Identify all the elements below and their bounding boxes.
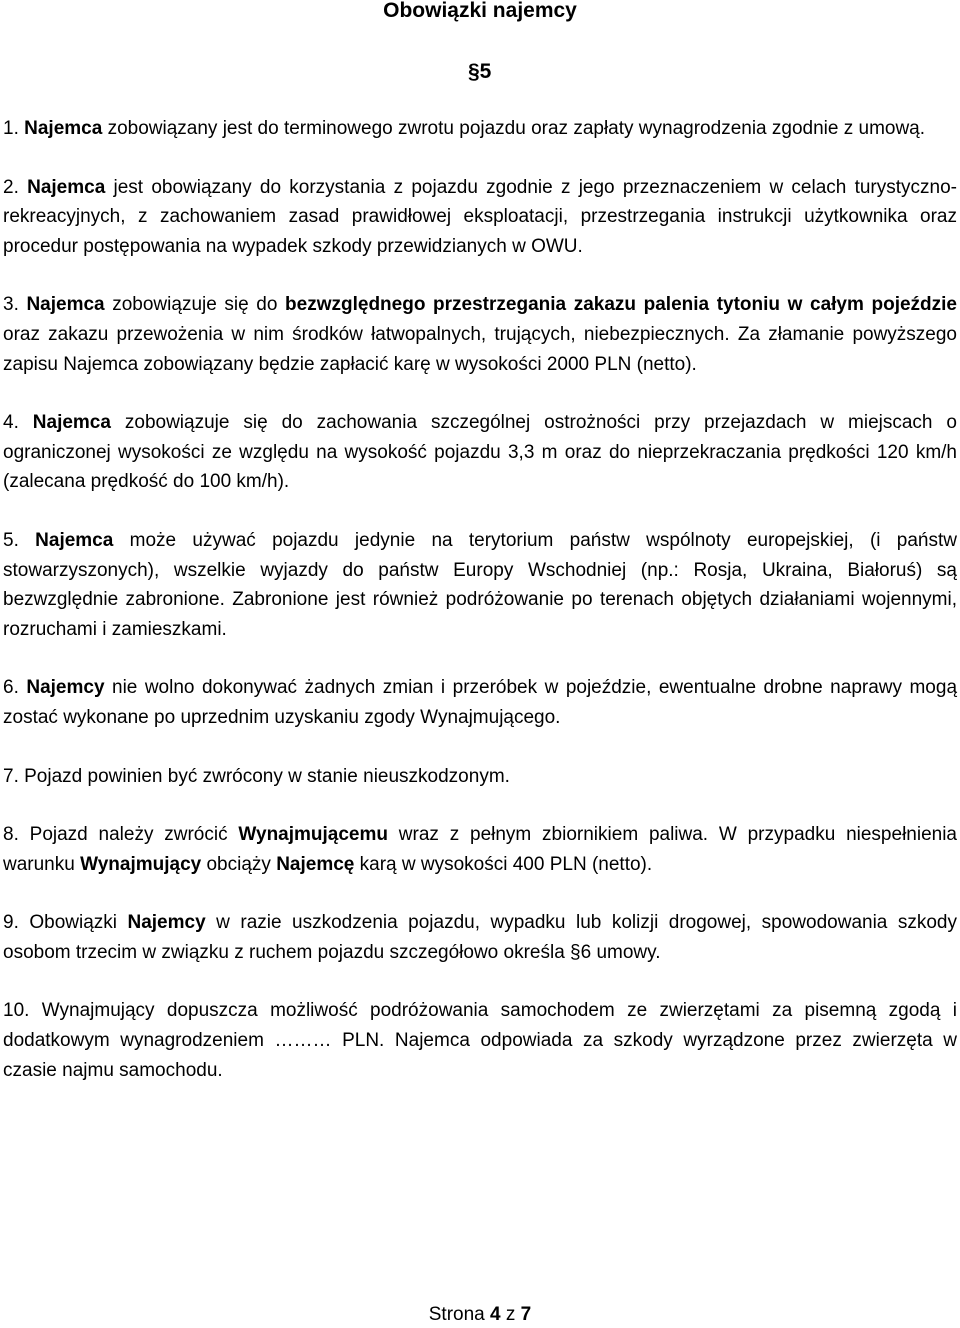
section-number: §5 xyxy=(468,60,492,83)
clause-8-seg-1: 8. Pojazd należy zwrócić xyxy=(3,824,239,846)
clause-8-seg-5: obciąży xyxy=(201,853,277,875)
clause-6-seg-2: Najemcy xyxy=(26,677,105,699)
clause-7-seg-1: 7. Pojazd powinien być zwrócony w stanie nieuszkodzonym. xyxy=(3,765,510,787)
clause-4-seg-3: zobowiązuje się do zachowania szczególnej ostrożności przy przejazdach w miejscach o ograniczonej wysokości ze względu na wysokość pojazdu 3,3 m oraz do nieprzekraczania prędkości 120 km/h (zalecana prędkość do 100 km/h). xyxy=(3,412,957,493)
clause-6-seg-1: 6. xyxy=(3,677,27,699)
clause-1 xyxy=(3,114,957,144)
clause-8-seg-6: Najemcę xyxy=(276,853,355,875)
clause-9-seg-2: Najemcy xyxy=(127,912,206,934)
clause-3 xyxy=(3,290,957,379)
clause-2-seg-1: 2. xyxy=(3,176,28,198)
clause-8-seg-7: karą w wysokości 400 PLN (netto). xyxy=(354,853,653,875)
clause-4-seg-1: 4. xyxy=(3,412,33,434)
clause-3-seg-2: Najemca xyxy=(26,294,105,316)
clause-8-seg-4: Wynajmujący xyxy=(80,853,202,875)
footer-prefix: Strona xyxy=(428,1304,491,1325)
clause-5-seg-1: 5. xyxy=(3,529,36,551)
clause-8-seg-2: Wynajmującemu xyxy=(238,824,388,846)
clause-3-seg-4: bezwzględnego przestrzegania zakazu palenia tytoniu w całym pojeździe xyxy=(285,294,957,316)
footer-total-pages: 7 xyxy=(520,1304,532,1325)
clause-10-seg-1: 10. Wynajmujący dopuszcza możliwość podróżowania samochodem ze zwierzętami za pisemną zgodą i dodatkowym wynagrodzeniem ……… PLN. Najemca odpowiada za szkody wyrządzone przez zwierzęta w czasie najmu samochodu. xyxy=(3,1000,957,1081)
footer-current-page: 4 xyxy=(490,1304,501,1325)
clause-8-seg-3: wraz z pełnym zbiornikiem paliwa. W przypadku niespełnienia warunku xyxy=(3,824,957,875)
clause-8 xyxy=(3,820,957,879)
page-footer xyxy=(0,1302,960,1328)
clause-3-seg-3: zobowiązuje się do xyxy=(104,294,286,316)
clause-3-seg-5: oraz zakazu przewożenia w nim środków łatwopalnych, trujących, niebezpiecznych. Za złamanie powyższego zapisu Najemca zobowiązany będzie zapłacić karę w wysokości 2000 PLN (netto). xyxy=(3,323,957,375)
clause-list xyxy=(3,114,957,1085)
clause-4-seg-2: Najemca xyxy=(32,412,111,434)
clause-1-seg-3: zobowiązany jest do terminowego zwrotu pojazdu oraz zapłaty wynagrodzenia zgodnie z umową. xyxy=(102,118,926,139)
clause-2 xyxy=(3,173,957,262)
page-title: Obowiązki najemcy xyxy=(383,0,577,22)
clause-2-seg-2: Najemca xyxy=(27,176,106,198)
clause-4 xyxy=(3,408,957,497)
clause-6-seg-3: nie wolno dokonywać żadnych zmian i przeróbek w pojeździe, ewentualne drobne naprawy mogą zostać wykonane po uprzednim uzyskaniu zgody Wynajmującego. xyxy=(3,677,958,728)
clause-9-seg-1: 9. Obowiązki xyxy=(3,912,128,934)
footer-separator: z xyxy=(500,1304,521,1325)
clause-1-seg-1: 1. xyxy=(3,118,25,139)
clause-9-seg-3: w razie uszkodzenia pojazdu, wypadku lub kolizji drogowej, spowodowania szkody osobom trzecim w związku z ruchem pojazdu szczegółowo określa §6 umowy. xyxy=(3,912,957,963)
clause-9 xyxy=(3,908,957,967)
clause-6 xyxy=(3,673,957,732)
clause-7 xyxy=(3,762,957,792)
clause-1-seg-2: Najemca xyxy=(24,118,103,139)
clause-10 xyxy=(3,996,957,1085)
clause-5-seg-3: może używać pojazdu jedynie na terytorium państw wspólnoty europejskiej, (i państw stowarzyszonych), wszelkie wyjazdy do państw Europy Wschodniej (np.: Rosja, Ukraina, Białoruś) są bezwzględnie zabronione. Zabronione jest również podróżowanie po terenach objętych działaniami wojennymi, rozruchami i zamieszkami. xyxy=(3,529,957,640)
clause-5-seg-2: Najemca xyxy=(35,529,114,551)
clause-3-seg-1: 3. xyxy=(3,294,27,316)
clause-2-seg-3: jest obowiązany do korzystania z pojazdu zgodnie z jego przeznaczeniem w celach turystyczno-rekreacyjnych, z zachowaniem zasad prawidłowej eksploatacji, przestrzegania instrukcji użytkownika oraz procedur postępowania na wypadek szkody przewidzianych w OWU. xyxy=(3,176,957,257)
clause-5 xyxy=(3,526,957,644)
